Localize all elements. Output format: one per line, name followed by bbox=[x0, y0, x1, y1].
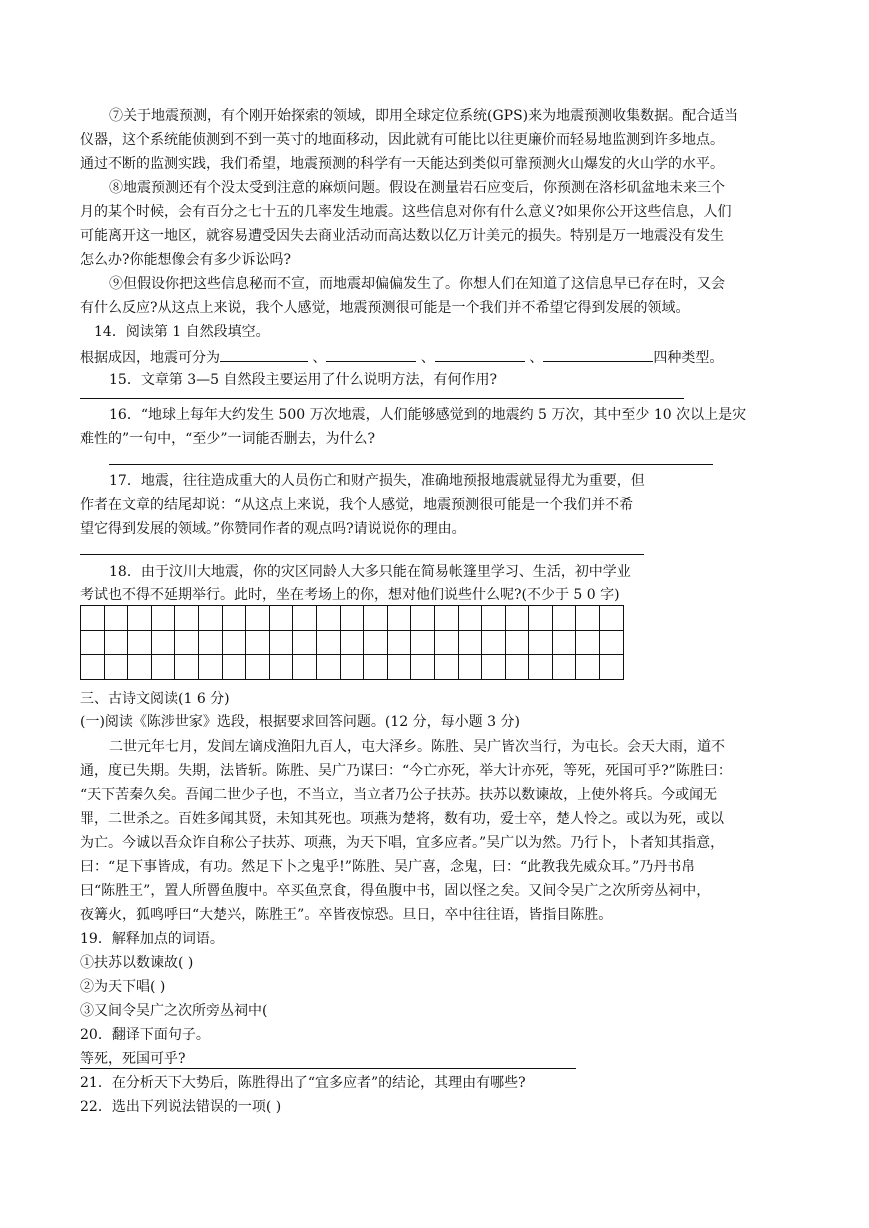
q14-sep: 、 bbox=[420, 350, 435, 366]
passage-line: 通过不断的监测实践，我们希望，地震预测的科学有一天能达到类似可靠预测火山爆发的火山学的水平。 bbox=[80, 156, 724, 172]
grid-cell[interactable] bbox=[151, 606, 175, 631]
question-19-title: 19．解释加点的词语。 bbox=[80, 931, 224, 947]
grid-cell[interactable] bbox=[128, 630, 152, 655]
question-20-title: 20．翻译下面句子。 bbox=[80, 1027, 210, 1043]
grid-cell[interactable] bbox=[128, 606, 152, 631]
classical-line: 罪，二世杀之。百姓多闻其贤，未知其死也。项燕为楚将，数有功，爱士卒，楚人怜之。或以为死，或以 bbox=[80, 811, 724, 827]
passage-line: ⑨但假设你把这些信息秘而不宣，而地震却偏偏发生了。你想人们在知道了这信息早已存在时，又会 bbox=[109, 276, 725, 292]
grid-cell[interactable] bbox=[482, 630, 506, 655]
question-14-title: 14．阅读第 1 自然段填空。 bbox=[94, 324, 270, 340]
grid-cell[interactable] bbox=[340, 655, 364, 680]
passage-line: 月的某个时候，会有百分之七十五的几率发生地震。这些信息对你有什么意义?如果你公开这些信息，人们 bbox=[80, 204, 732, 220]
grid-cell[interactable] bbox=[222, 655, 246, 680]
question-18-line: 18．由于汶川大地震，你的灾区同龄人大多只能在简易帐篷里学习、生活，初中学业 bbox=[109, 564, 631, 580]
grid-cell[interactable] bbox=[576, 655, 600, 680]
q20-answer-line[interactable] bbox=[80, 1068, 576, 1069]
grid-cell[interactable] bbox=[387, 606, 411, 631]
question-21: 21．在分析天下大势后，陈胜得出了“宜多应者”的结论，其理由有哪些? bbox=[80, 1075, 526, 1091]
question-18-line: 考试也不得不延期举行。此时，坐在考场上的你，想对他们说些什么呢?(不少于 5 0 字) bbox=[80, 587, 620, 603]
writing-grid[interactable] bbox=[80, 605, 624, 680]
q16-answer-line[interactable] bbox=[109, 464, 713, 465]
grid-cell[interactable] bbox=[104, 630, 128, 655]
grid-cell[interactable] bbox=[434, 655, 458, 680]
grid-cell[interactable] bbox=[316, 655, 340, 680]
grid-cell[interactable] bbox=[458, 630, 482, 655]
passage-line: 怎么办?你能想像会有多少诉讼吗? bbox=[80, 252, 292, 268]
q14-prefix: 根据成因，地震可分为 bbox=[80, 350, 220, 366]
grid-cell[interactable] bbox=[246, 655, 270, 680]
grid-cell[interactable] bbox=[529, 606, 553, 631]
grid-cell[interactable] bbox=[151, 630, 175, 655]
grid-cell[interactable] bbox=[411, 630, 435, 655]
q19-item[interactable]: ①扶苏以数谏故( ) bbox=[80, 955, 194, 971]
grid-cell[interactable] bbox=[175, 655, 199, 680]
grid-cell[interactable] bbox=[552, 655, 576, 680]
q17-answer-line[interactable] bbox=[80, 554, 644, 555]
q14-blank-1[interactable] bbox=[220, 347, 308, 362]
q20-sentence: 等死，死国可乎? bbox=[80, 1051, 186, 1067]
grid-cell[interactable] bbox=[175, 630, 199, 655]
question-17-line: 17．地震，往往造成重大的人员伤亡和财产损失，准确地预报地震就显得尤为重要，但 bbox=[109, 473, 645, 489]
grid-cell[interactable] bbox=[293, 655, 317, 680]
grid-cell[interactable] bbox=[552, 606, 576, 631]
grid-row bbox=[81, 655, 624, 680]
grid-cell[interactable] bbox=[175, 606, 199, 631]
q14-blank-2[interactable] bbox=[326, 347, 416, 362]
grid-cell[interactable] bbox=[246, 630, 270, 655]
q14-blank-4[interactable] bbox=[543, 347, 653, 362]
question-17-line: 望它得到发展的领域。”你赞同作者的观点吗?请说说你的理由。 bbox=[80, 521, 466, 537]
q14-sep: 、 bbox=[529, 350, 544, 366]
grid-cell[interactable] bbox=[222, 630, 246, 655]
q19-item[interactable]: ③又间令吴广之次所旁丛祠中( bbox=[80, 1003, 268, 1019]
grid-cell[interactable] bbox=[482, 655, 506, 680]
grid-cell[interactable] bbox=[434, 630, 458, 655]
grid-cell[interactable] bbox=[104, 655, 128, 680]
section-3-subheading: (一)阅读《陈涉世家》选段，根据要求回答问题。(12 分，每小题 3 分) bbox=[80, 714, 520, 730]
classical-line: “天下苦秦久矣。吾闻二世少子也，不当立，当立者乃公子扶苏。扶苏以数谏故，上使外将兵。今或闻无 bbox=[80, 787, 718, 803]
grid-cell[interactable] bbox=[198, 655, 222, 680]
grid-cell[interactable] bbox=[293, 606, 317, 631]
grid-row bbox=[81, 606, 624, 631]
q19-item[interactable]: ②为天下唱( ) bbox=[80, 979, 166, 995]
grid-cell[interactable] bbox=[576, 606, 600, 631]
grid-cell[interactable] bbox=[387, 655, 411, 680]
grid-cell[interactable] bbox=[81, 630, 105, 655]
grid-cell[interactable] bbox=[411, 606, 435, 631]
grid-cell[interactable] bbox=[364, 630, 388, 655]
classical-line: 为亡。今诚以吾众诈自称公子扶苏、项燕，为天下唱，宜多应者。”吴广以为然。乃行卜，卜者知其指意， bbox=[80, 835, 725, 851]
grid-cell[interactable] bbox=[198, 606, 222, 631]
grid-cell[interactable] bbox=[600, 630, 624, 655]
grid-cell[interactable] bbox=[600, 655, 624, 680]
grid-row bbox=[81, 630, 624, 655]
grid-cell[interactable] bbox=[458, 655, 482, 680]
q14-suffix: 四种类型。 bbox=[653, 350, 724, 366]
grid-cell[interactable] bbox=[576, 630, 600, 655]
q15-answer-line[interactable] bbox=[80, 398, 684, 399]
classical-line: 夜篝火，狐鸣呼曰“大楚兴，陈胜王”。卒皆夜惊恐。旦日，卒中往往语，皆指目陈胜。 bbox=[80, 907, 613, 923]
q14-sep: 、 bbox=[312, 350, 327, 366]
grid-cell[interactable] bbox=[316, 606, 340, 631]
grid-cell[interactable] bbox=[505, 655, 529, 680]
grid-cell[interactable] bbox=[364, 655, 388, 680]
grid-cell[interactable] bbox=[340, 630, 364, 655]
grid-cell[interactable] bbox=[505, 606, 529, 631]
grid-cell[interactable] bbox=[387, 630, 411, 655]
grid-cell[interactable] bbox=[340, 606, 364, 631]
question-14-fill bbox=[80, 347, 723, 367]
grid-cell[interactable] bbox=[269, 630, 293, 655]
grid-cell[interactable] bbox=[151, 655, 175, 680]
question-17-line: 作者在文章的结尾却说：“从这点上来说，我个人感觉，地震预测很可能是一个我们并不希 bbox=[80, 497, 634, 513]
grid-cell[interactable] bbox=[364, 606, 388, 631]
q14-blank-3[interactable] bbox=[435, 347, 525, 362]
grid-cell[interactable] bbox=[269, 606, 293, 631]
grid-cell[interactable] bbox=[482, 606, 506, 631]
question-22[interactable]: 22．选出下列说法错误的一项( ) bbox=[80, 1099, 282, 1115]
grid-cell[interactable] bbox=[316, 630, 340, 655]
grid-cell[interactable] bbox=[81, 655, 105, 680]
question-16-line: 16．“地球上每年大约发生 500 万次地震，人们能够感觉到的地震约 5 万次，其中至少 10 次以上是灾 bbox=[109, 407, 747, 423]
passage-line: 可能离开这一地区，就容易遭受因失去商业活动而高达数以亿万计美元的损失。特别是万一地震没有发生 bbox=[80, 228, 724, 244]
classical-line: 二世元年七月，发闾左谪戍渔阳九百人，屯大泽乡。陈胜、吴广皆次当行，为屯长。会天大雨，道不 bbox=[109, 739, 725, 755]
grid-cell[interactable] bbox=[505, 630, 529, 655]
grid-cell[interactable] bbox=[529, 630, 553, 655]
grid-cell[interactable] bbox=[104, 606, 128, 631]
classical-line: 曰“陈胜王”，置人所罾鱼腹中。卒买鱼烹食，得鱼腹中书，固以怪之矣。又间令吴广之次所旁丛祠中， bbox=[80, 883, 711, 899]
passage-line: 仪器，这个系统能侦测到不到一英寸的地面移动，因此就有可能比以往更廉价而轻易地监测到许多地点。 bbox=[80, 132, 724, 148]
grid-cell[interactable] bbox=[128, 655, 152, 680]
passage-line: ⑧地震预测还有个没太受到注意的麻烦问题。假设在测量岩石应变后，你预测在洛杉矶盆地未来三个 bbox=[109, 180, 725, 196]
grid-cell[interactable] bbox=[246, 606, 270, 631]
grid-cell[interactable] bbox=[434, 606, 458, 631]
question-15: 15．文章第 3—5 自然段主要运用了什么说明方法，有何作用? bbox=[109, 372, 498, 388]
grid-cell[interactable] bbox=[269, 655, 293, 680]
question-16-line: 难性的”一句中，“至少”一词能否删去，为什么? bbox=[80, 431, 375, 447]
grid-cell[interactable] bbox=[293, 630, 317, 655]
passage-line: 有什么反应?从这点上来说，我个人感觉，地震预测很可能是一个我们并不希望它得到发展的领域。 bbox=[80, 300, 690, 316]
section-3-heading: 三、古诗文阅读(1 6 分) bbox=[80, 691, 230, 707]
grid-cell[interactable] bbox=[222, 606, 246, 631]
classical-line: 通，度已失期。失期，法皆斩。陈胜、吴广乃谋曰：“今亡亦死，举大计亦死，等死，死国可乎?”陈胜曰： bbox=[80, 763, 732, 779]
grid-cell[interactable] bbox=[552, 630, 576, 655]
grid-cell[interactable] bbox=[600, 606, 624, 631]
passage-line: ⑦关于地震预测，有个刚开始探索的领域，即用全球定位系统(GPS)来为地震预测收集数据。配合适当 bbox=[109, 108, 739, 124]
grid-cell[interactable] bbox=[81, 606, 105, 631]
grid-cell[interactable] bbox=[458, 606, 482, 631]
grid-cell[interactable] bbox=[411, 655, 435, 680]
grid-cell[interactable] bbox=[198, 630, 222, 655]
classical-line: 曰：“足下事皆成，有功。然足下卜之鬼乎!”陈胜、吴广喜，念鬼，曰：“此教我先威众耳。”乃丹书帛 bbox=[80, 859, 696, 875]
grid-cell[interactable] bbox=[529, 655, 553, 680]
